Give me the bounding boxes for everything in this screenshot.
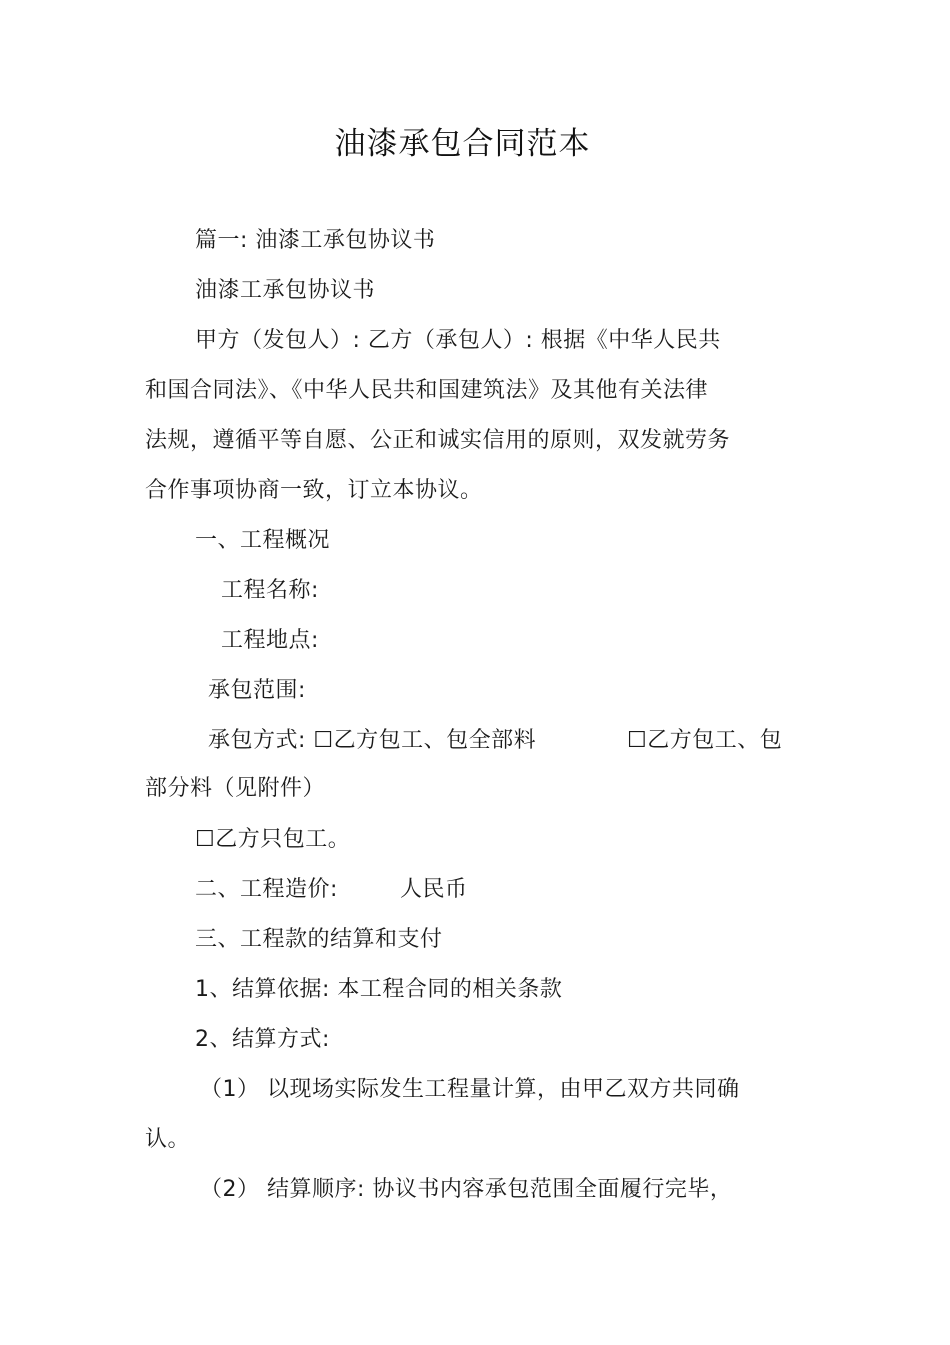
settlement-item-1: （1） 以现场实际发生工程量计算，由甲乙双方共同确 <box>200 1077 740 1102</box>
project-cost-currency: 人民币 <box>400 877 468 902</box>
document-title: 油漆承包合同范本 <box>334 126 591 162</box>
section-settlement-payment: 三、工程款的结算和支付 <box>195 927 443 952</box>
settlement-method: 2、结算方式: <box>195 1027 330 1052</box>
settlement-item-2: （2） 结算顺序: 协议书内容承包范围全面履行完毕， <box>200 1177 733 1202</box>
agreement-subtitle: 油漆工承包协议书 <box>195 278 376 303</box>
field-contract-scope: 承包范围: <box>208 678 306 703</box>
settlement-basis: 1、结算依据: 本工程合同的相关条款 <box>195 977 563 1002</box>
section-project-overview: 一、工程概况 <box>195 528 331 553</box>
field-project-name: 工程名称: <box>221 578 319 603</box>
preamble-line-2: 和国合同法》、《中华人民共和国建筑法》及其他有关法律 <box>145 378 709 403</box>
settlement-item-1-cont: 认。 <box>145 1127 191 1152</box>
field-contract-method-option-2-cont: 部分料（见附件） <box>145 776 326 801</box>
field-contract-method-option-2: ☐乙方包工、包 <box>627 728 783 753</box>
preamble-line-1: 甲方（发包人）: 乙方（承包人）: 根据《中华人民共 <box>195 328 721 353</box>
section-project-cost: 二、工程造价: <box>195 877 338 902</box>
field-contract-method-option-3: ☐乙方只包工。 <box>195 827 351 852</box>
section-heading-part-one: 篇一: 油漆工承包协议书 <box>195 228 436 253</box>
field-contract-method-option-1: 承包方式: ☐乙方包工、包全部料 <box>208 728 537 753</box>
preamble-line-4: 合作事项协商一致，订立本协议。 <box>145 478 483 503</box>
field-project-location: 工程地点: <box>221 628 319 653</box>
preamble-line-3: 法规，遵循平等自愿、公正和诚实信用的原则，双发就劳务 <box>145 428 731 453</box>
